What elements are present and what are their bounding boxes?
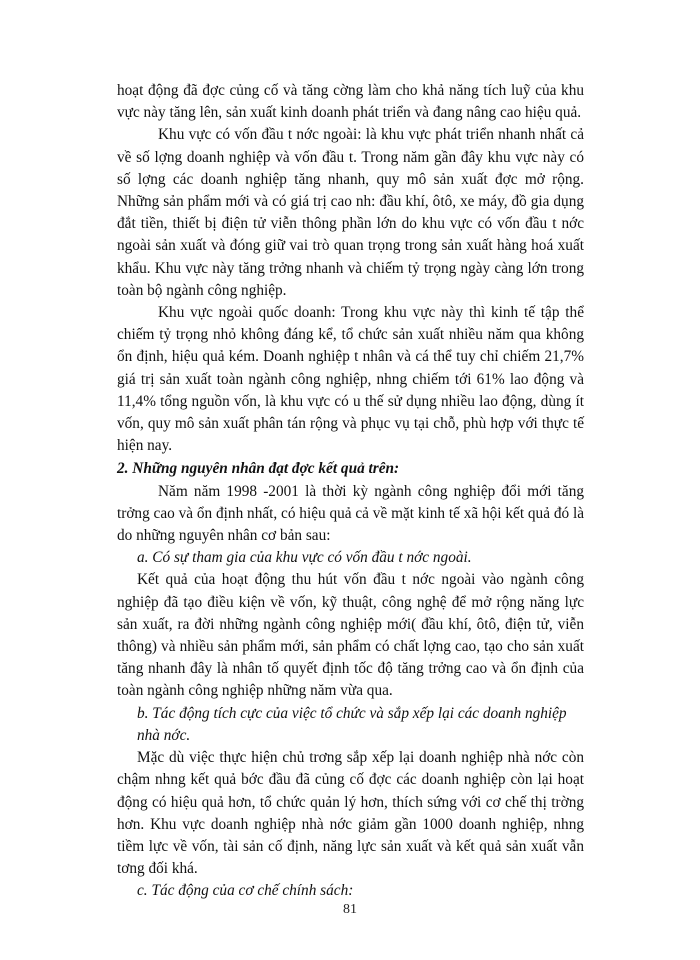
paragraph-reason-a: Kết quả của hoạt động thu hút vốn đầu t nớc ngoài vào ngành công nghiệp đã tạo điều kiện về vốn, kỹ thuật, công nghệ để mở rộng năng lực sản xuất, ra đời những ngành công nghiệp mới( đầu khí, ôtô, điện tử, viễn thông) và nhiều sản phẩm mới, sản phẩm có chất lợng cao, tạo cho sản xuất tăng nhanh đây là nhân tố quyết định tốc độ tăng trởng cao và ổn định của toàn ngành công nghiệp những năm vừa qua. [117,571,584,700]
section-heading-2: 2. Những nguyên nhân đạt đợc kết quả trên: [117,460,400,478]
subheading-b: b. Tác động tích cực của việc tổ chức và sắp xếp lại các doanh nghiệp nhà nớc. [137,704,567,744]
subheading-c: c. Tác động của cơ chế chính sách: [137,882,354,900]
document-body [117,80,584,903]
paragraph-reason-b: Mặc dù việc thực hiện chủ trơng sắp xếp lại doanh nghiệp nhà nớc còn chậm nhng kết quả bớc đầu đã củng cố đợc các doanh nghiệp còn lại hoạt động có hiệu quả hơn, tổ chức quản lý hơn, thích sứng với cơ chế thị trờng hơn. Khu vực doanh nghiệp nhà nớc giảm gần 1000 doanh nghiệp, nhng tiềm lực về vốn, tài sản cố định, năng lực sản xuất và kết quả sản xuất vẫn tơng đối khá. [117,749,584,878]
page-number: 81 [343,902,357,917]
subheading-a: a. Có sự tham gia của khu vực có vốn đầu t nớc ngoài. [137,549,472,567]
paragraph-1: hoạt động đã đợc củng cố và tăng cờng làm cho khả năng tích luỹ của khu vực này tăng lên, sản xuất kinh doanh phát triển và đang nâng cao hiệu quả. [117,82,584,122]
paragraph-fdi-sector: Khu vực có vốn đầu t nớc ngoài: là khu vực phát triển nhanh nhất cả về số lợng doanh nghiệp và vốn đầu t. Trong năm gần đây khu vực này có số lợng các doanh nghiệp tăng nhanh, quy mô sản xuất đợc mở rộng. Những sản phẩm mới và có giá trị cao nh: đầu khí, ôtô, xe máy, đồ gia dụng đắt tiền, thiết bị điện tử viễn thông phần lớn do khu vực có vốn đầu t nớc ngoài sản xuất và đóng giữ vai trò quan trọng trong sản xuất hàng hoá xuất khẩu. Khu vực này tăng trởng nhanh và chiếm tỷ trọng ngày càng lớn trong toàn bộ ngành công nghiệp. [117,126,584,299]
paragraph-non-state-sector: Khu vực ngoài quốc doanh: Trong khu vực này thì kinh tế tập thể chiếm tỷ trọng nhỏ không đáng kể, tổ chức sản xuất nhiều năm qua không ổn định, hiệu quả kém. Doanh nghiệp t nhân và cá thể tuy chỉ chiếm 21,7% giá trị sản xuất toàn ngành công nghiệp, nhng chiếm tới 61% lao động và 11,4% tổng nguồn vốn, là khu vực có u thế sử dụng nhiều lao động, dùng ít vốn, quy mô sản xuất phân tán rộng và phục vụ tại chỗ, phù hợp với thực tế hiện nay. [117,304,584,455]
paragraph-intro-reasons: Năm năm 1998 -2001 là thời kỳ ngành công nghiệp đổi mới tăng trởng cao và ổn định nhất, có hiệu quả cả về mặt kinh tế xã hội kết quả đó là do những nguyên nhân cơ bản sau: [117,482,584,545]
